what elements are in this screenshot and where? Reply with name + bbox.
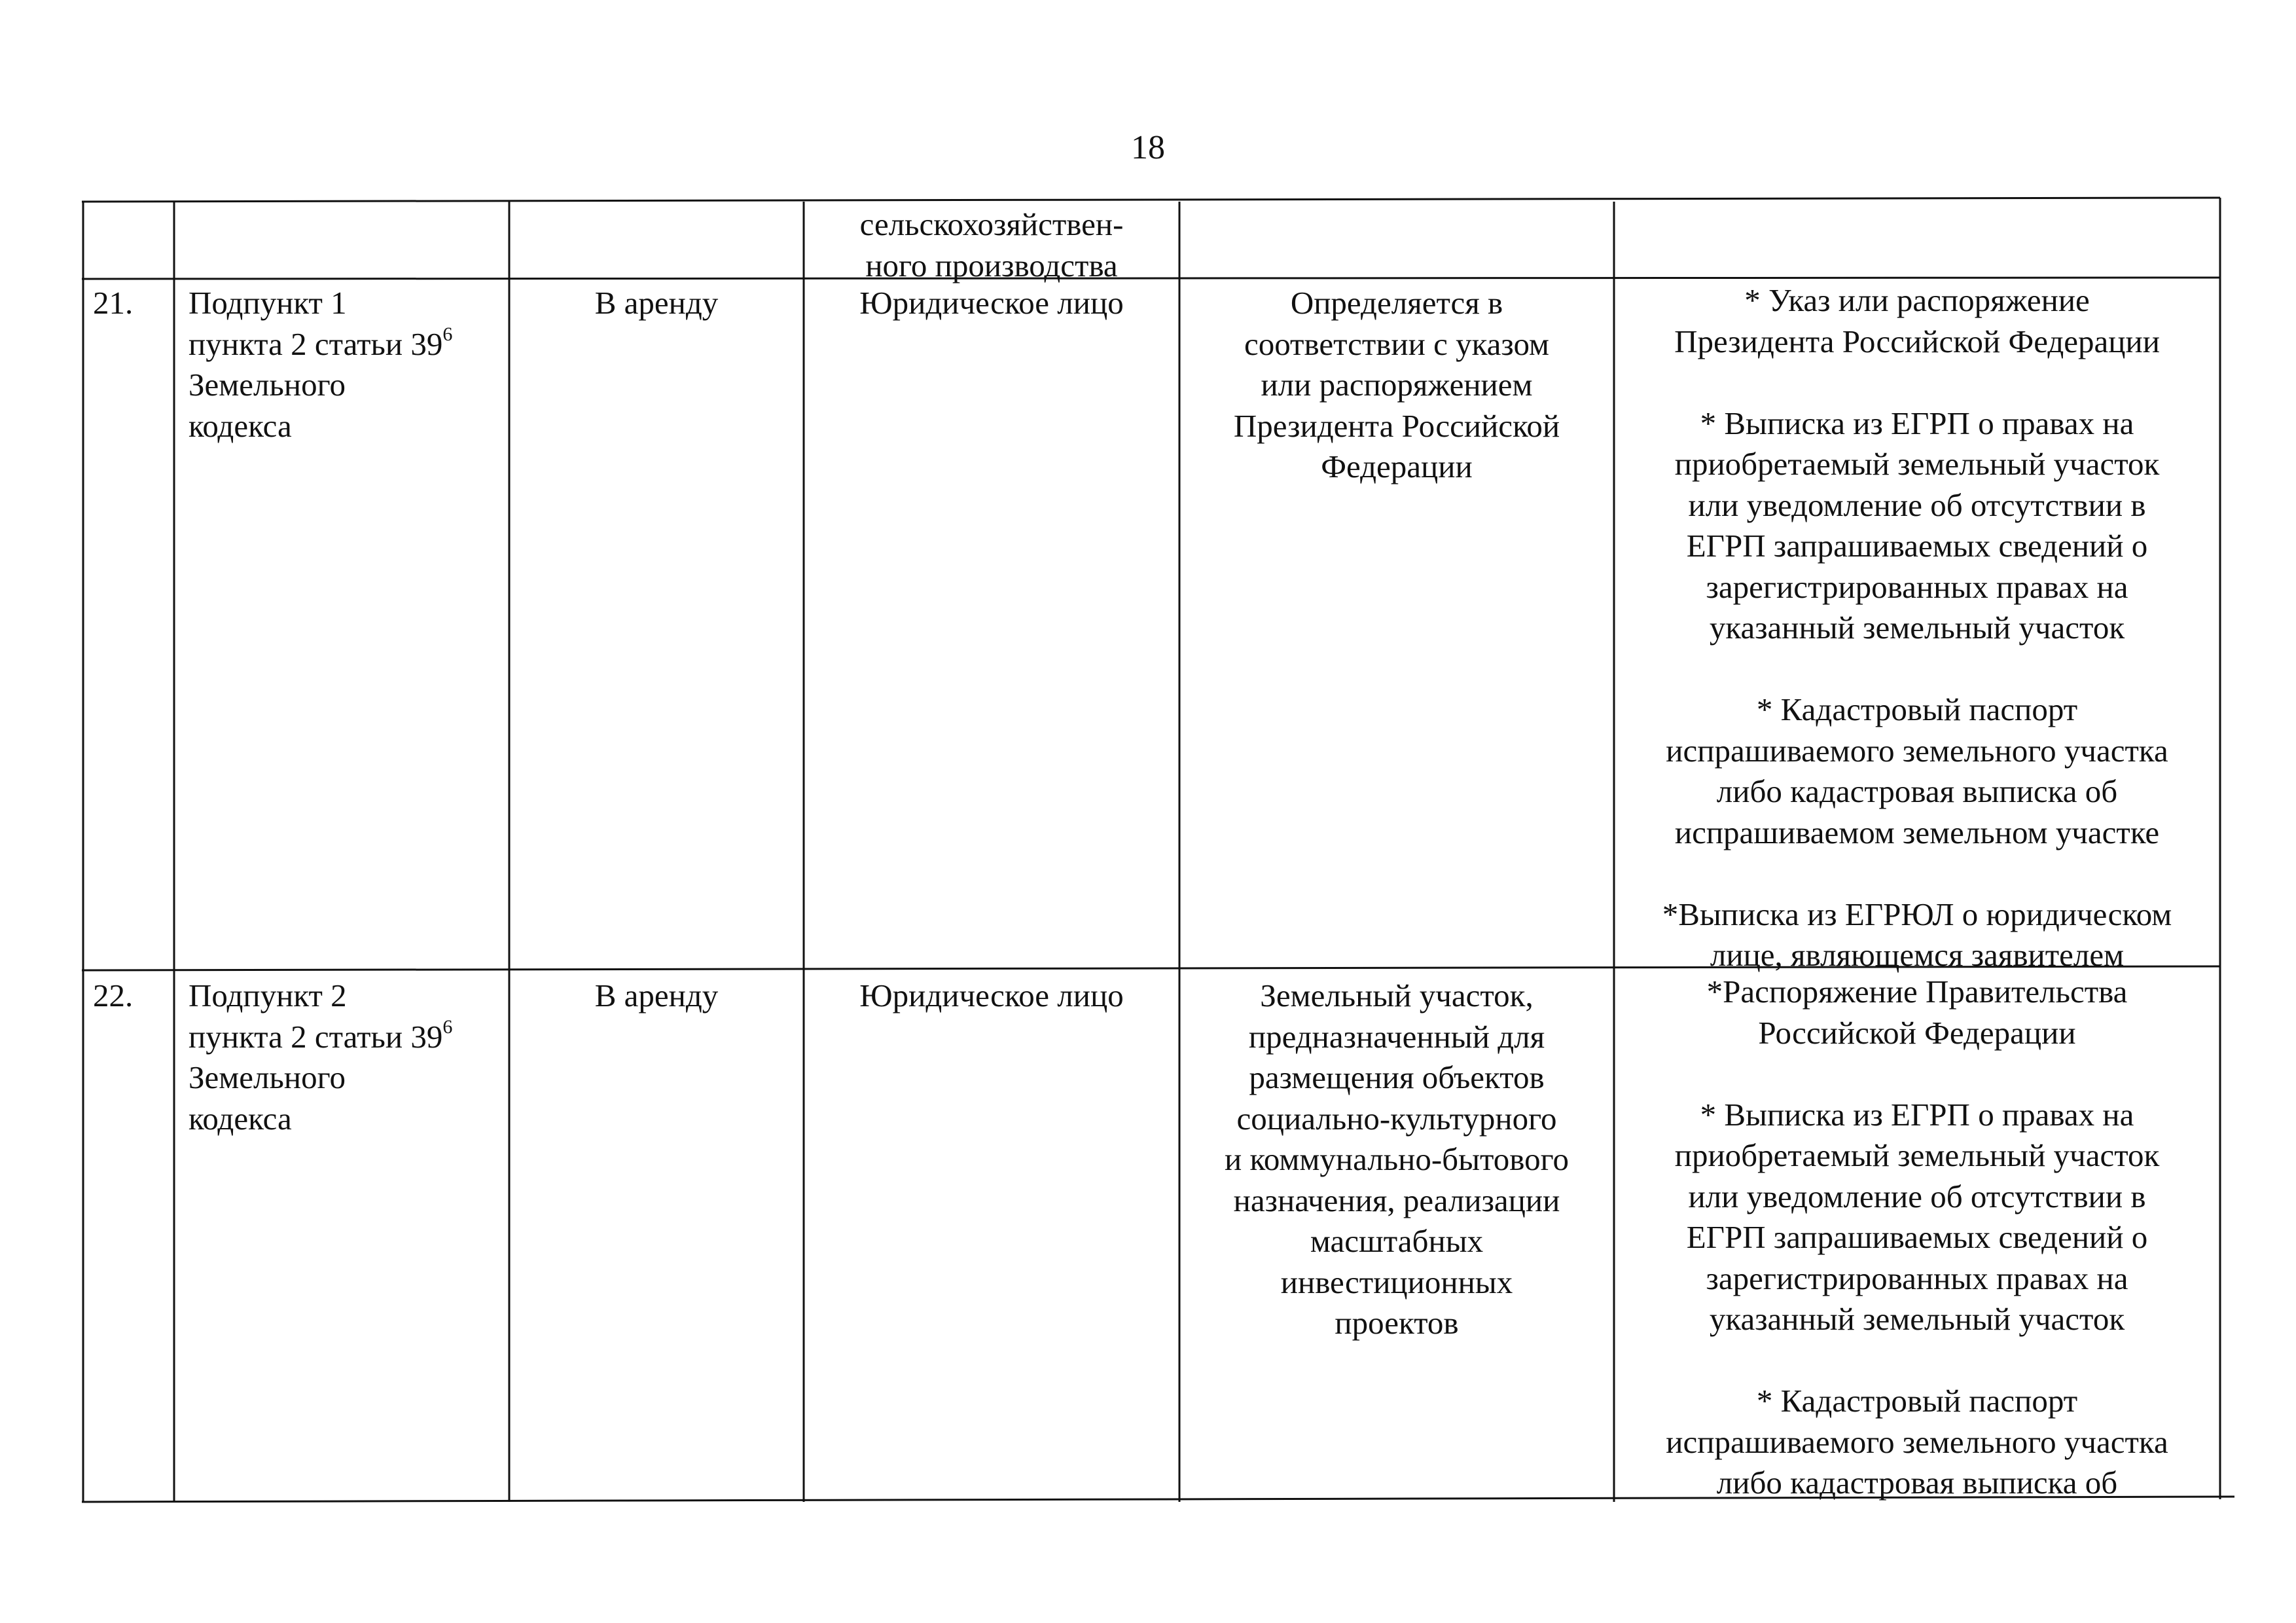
- row-22-land-line: Земельный участок,: [1260, 977, 1534, 1013]
- row-22-doc-line: приобретаемый земельный участок: [1674, 1137, 2160, 1173]
- row-21-doc-line: испрашиваемого земельного участка: [1666, 732, 2168, 769]
- row-21-basis-superscript: 6: [442, 323, 453, 345]
- continued-category-line-1: сельскохозяйствен-: [859, 206, 1124, 242]
- row-21-doc-line: Президента Российской Федерации: [1674, 323, 2160, 359]
- row-22-land-line: предназначенный для: [1248, 1018, 1545, 1055]
- row-21-land-line-5: Федерации: [1321, 448, 1473, 484]
- row-22-doc-line: зарегистрированных правах на: [1706, 1260, 2128, 1296]
- row-21-doc-line: * Кадастровый паспорт: [1756, 691, 2078, 727]
- row-21-land-line-3: или распоряжением: [1261, 367, 1533, 403]
- row-21-land-line-4: Президента Российской: [1233, 407, 1560, 444]
- row-22-doc-line: *Распоряжение Правительства: [1706, 974, 2128, 1010]
- row-22-land-line: инвестиционных: [1280, 1264, 1513, 1300]
- row-21-land-line-2: соответствии с указом: [1244, 325, 1550, 362]
- row-21-basis-line-1: Подпункт 1: [188, 285, 347, 321]
- row-22-basis-line-3: Земельного: [188, 1059, 346, 1095]
- row-22-documents: [1614, 972, 2220, 1504]
- row-21-doc-line: или уведомление об отсутствии в: [1688, 486, 2146, 523]
- continued-category-cell: [804, 204, 1179, 286]
- row-21-applicant: Юридическое лицо: [859, 285, 1124, 321]
- row-21-doc-line: зарегистрированных правах на: [1706, 568, 2128, 605]
- paragraph-gap: [1614, 853, 2220, 894]
- row-21-doc-line: указанный земельный участок: [1709, 610, 2125, 646]
- row-22-land-line: и коммунально-бытового: [1225, 1141, 1569, 1177]
- row-22-right-type: В аренду: [594, 977, 719, 1013]
- row-21-doc-line: * Выписка из ЕГРП о правах на: [1700, 405, 2134, 441]
- row-22-land-line: назначения, реализации: [1233, 1182, 1560, 1218]
- row-21-doc-line: ЕГРП запрашиваемых сведений о: [1686, 528, 2148, 564]
- row-22-doc-line: * Выписка из ЕГРП о правах на: [1700, 1096, 2134, 1133]
- table-top-border: [82, 198, 2220, 202]
- row-22-doc-line: указанный земельный участок: [1709, 1301, 2125, 1337]
- row-21-basis-line-4: кодекса: [188, 407, 292, 444]
- row-21-land-line-1: Определяется в: [1290, 285, 1503, 321]
- paragraph-gap: [1614, 1340, 2220, 1381]
- row-22-basis-line-1: Подпункт 2: [188, 977, 347, 1013]
- row-21-doc-line: либо кадастровая выписка об: [1716, 773, 2118, 809]
- row-22-land-line: проектов: [1335, 1305, 1459, 1341]
- row-22-land-line: социально-культурного: [1236, 1100, 1557, 1137]
- row-21-doc-line: * Указ или распоряжение: [1744, 282, 2090, 318]
- row-21-right-type: В аренду: [594, 285, 719, 321]
- row-22-doc-line: испрашиваемого земельного участка: [1666, 1423, 2168, 1460]
- row-22-doc-line: ЕГРП запрашиваемых сведений о: [1686, 1219, 2148, 1255]
- row-22-applicant: Юридическое лицо: [859, 977, 1124, 1013]
- row-21-number: 21.: [93, 285, 134, 321]
- row-22-land-line: размещения объектов: [1249, 1059, 1545, 1095]
- row-21-doc-line: лице, являющемся заявителем: [1710, 937, 2125, 973]
- continued-category-line-2: ного производства: [865, 247, 1118, 283]
- row-21-basis-line-2: пункта 2 статьи $39^6$: [188, 323, 453, 362]
- row-22-land-plot: [1179, 976, 1614, 1344]
- row-21-documents: [1614, 280, 2220, 976]
- paragraph-gap: [1614, 362, 2220, 403]
- row-21-land-plot: [1179, 283, 1614, 488]
- row-21-basis-line-3: Земельного: [188, 367, 346, 403]
- paragraph-gap: [1614, 1053, 2220, 1095]
- row-22-doc-line: или уведомление об отсутствии в: [1688, 1178, 2146, 1214]
- page-number: 18: [1131, 129, 1165, 166]
- row-22-basis-superscript: 6: [442, 1015, 453, 1038]
- row-22-doc-line: либо кадастровая выписка об: [1716, 1465, 2118, 1501]
- row-21-doc-line: приобретаемый земельный участок: [1674, 446, 2160, 482]
- paragraph-gap: [1614, 649, 2220, 690]
- row-22-doc-line: * Кадастровый паспорт: [1756, 1383, 2078, 1419]
- row-22-basis-line-4: кодекса: [188, 1100, 292, 1137]
- row-21-doc-line: испрашиваемом земельном участке: [1674, 814, 2160, 850]
- row-22-legal-basis: [188, 976, 503, 1139]
- row-22-basis-line-2: пункта 2 статьи $39^6$: [188, 1015, 453, 1055]
- row-22-doc-line: Российской Федерации: [1758, 1014, 2076, 1051]
- row-21-doc-line: *Выписка из ЕГРЮЛ о юридическом: [1662, 896, 2172, 932]
- row-22-land-line: масштабных: [1310, 1223, 1484, 1259]
- row-21-legal-basis: [188, 283, 503, 447]
- row-22-number: 22.: [93, 977, 134, 1013]
